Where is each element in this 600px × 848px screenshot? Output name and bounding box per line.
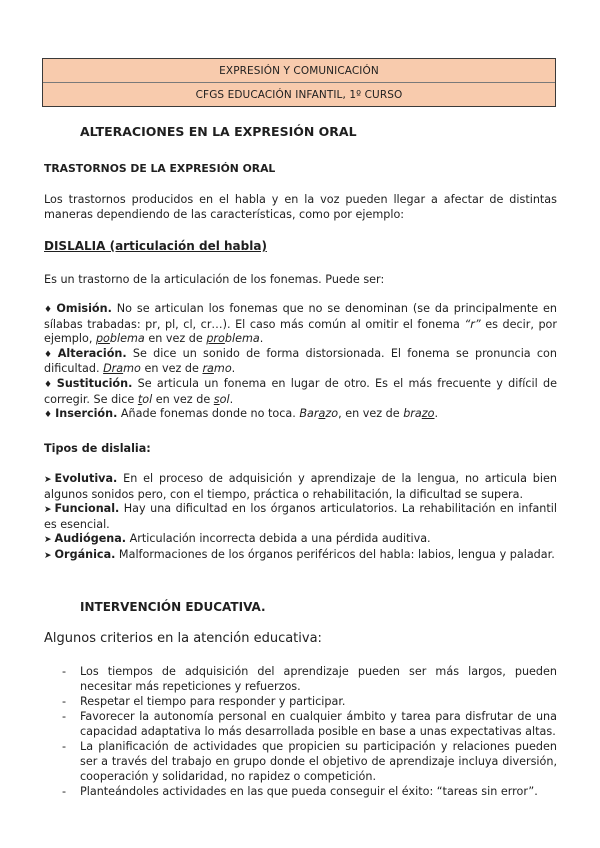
- header-course: CFGS EDUCACIÓN INFANTIL, 1º CURSO: [195, 89, 403, 101]
- arrow-bullet-icon: ➤: [44, 505, 52, 516]
- tipo-label: Audiógena.: [54, 532, 127, 546]
- type-text: Se articula un fonema en lugar de otro. Es el más frecuente y difícil de corregir. Se dice: [44, 376, 557, 406]
- dash-bullet-icon: -: [62, 665, 67, 678]
- example-word: poblema: [95, 332, 145, 346]
- diamond-bullet-icon: ♦: [44, 305, 54, 315]
- list-item: [44, 548, 557, 564]
- list-item: ♦ Omisión. No se articulan los fonemas que no se denominan (se da principalmente en sílabas trabadas: pr, pl, cl, cr…). El caso más común al omitir el fonema “r” es decir, por ejemplo, poblema en vez de problema.: [44, 302, 557, 346]
- tipo-text: Hay una dificultad en los órganos articulatorios. La rehabilitación en infantil es esencial.: [44, 502, 557, 531]
- type-text: en vez de: [140, 362, 203, 376]
- example-word: brazo: [403, 407, 435, 421]
- criterio-text: Respetar el tiempo para responder y participar.: [80, 695, 346, 708]
- arrow-bullet-icon: ➤: [44, 535, 52, 546]
- type-text: Se dice un sonido de forma distorsionada. El fonema se pronuncia con dificultad.: [44, 346, 557, 376]
- dislalia-heading: DISLALIA (articulación del habla): [44, 239, 267, 253]
- type-text: , en vez de: [338, 407, 404, 421]
- intervencion-heading: INTERVENCIÓN EDUCATIVA.: [80, 600, 266, 614]
- list-item: [44, 532, 557, 548]
- example-word: problema: [206, 332, 260, 346]
- dislalia-types-list: [44, 302, 557, 423]
- criterio-text: Los tiempos de adquisición del aprendizaje pueden ser más largos, pueden necesitar más repeticiones y refuerzos.: [80, 665, 557, 693]
- list-item: [62, 694, 557, 709]
- type-text: en vez de: [152, 392, 214, 406]
- dash-bullet-icon: -: [62, 740, 67, 753]
- dash-bullet-icon: -: [62, 785, 67, 798]
- list-item: [44, 502, 557, 532]
- type-text: es decir, por ejemplo,: [44, 317, 557, 346]
- dash-bullet-icon: -: [62, 695, 67, 708]
- tipo-text: Malformaciones de los órganos periféricos del habla: labios, lengua y paladar.: [115, 547, 555, 561]
- list-item: [62, 709, 557, 739]
- section-subtitle: TRASTORNOS DE LA EXPRESIÓN ORAL: [44, 162, 276, 175]
- intro-paragraph: Los trastornos producidos en el habla y en la voz pueden llegar a afectar de distintas maneras dependiendo de las características, como por ejemplo:: [44, 193, 557, 221]
- type-label: Sustitución.: [56, 376, 133, 390]
- type-label: Inserción.: [55, 407, 118, 421]
- list-item: ♦ Inserción. Añade fonemas donde no toca. Barazo, en vez de brazo.: [44, 407, 439, 421]
- header-subject: EXPRESIÓN Y COMUNICACIÓN: [43, 59, 555, 83]
- quote-r: “r”: [464, 317, 481, 331]
- arrow-bullet-icon: ➤: [44, 475, 52, 485]
- example-word: ramo: [202, 362, 232, 376]
- criterios-subheading: Algunos criterios en la atención educativa:: [44, 631, 322, 646]
- example-word: Barazo: [299, 407, 339, 421]
- criterio-text: Favorecer la autonomía personal en cualquier ámbito y tarea para disfrutar de una capacidad adaptativa lo más desarrollada posible en base a unas expectativas altas.: [80, 710, 557, 738]
- tipos-heading: Tipos de dislalia:: [44, 442, 151, 455]
- criterio-text: Planteándoles actividades en las que pueda conseguir el éxito: “tareas sin error”.: [80, 785, 538, 798]
- type-text: en vez de: [144, 332, 207, 346]
- page-title: ALTERACIONES EN LA EXPRESIÓN ORAL: [80, 124, 357, 139]
- type-label: Alteración.: [57, 346, 127, 360]
- diamond-bullet-icon: ♦: [44, 410, 53, 421]
- type-text: No se articulan los fonemas que no se denominan (se da principalmente en sílabas trabadas: pr, pl, cl, cr…). El caso más común al omitir el fonema: [44, 302, 557, 331]
- dash-bullet-icon: -: [62, 710, 67, 723]
- tipo-label: Evolutiva.: [54, 472, 118, 485]
- diamond-bullet-icon: ♦: [44, 349, 55, 360]
- dislalia-definition: Es un trastorno de la articulación de los fonemas. Puede ser:: [44, 273, 385, 286]
- list-item: [62, 664, 557, 694]
- criterio-text: La planificación de actividades que propicien su participación y relaciones pueden ser a través del trabajo en grupo donde el objetivo de aprendizaje incluya diversión, cooperación y solidaridad, no rapidez o competición.: [80, 740, 557, 783]
- type-text: Añade fonemas donde no toca.: [117, 407, 300, 421]
- criterios-list: [62, 664, 557, 799]
- list-item: [62, 739, 557, 784]
- tipo-label: Funcional.: [54, 502, 120, 516]
- example-word: sol: [213, 392, 230, 406]
- example-word: Dramo: [103, 362, 141, 376]
- list-item: ♦ Sustitución. Se articula un fonema en lugar de otro. Es el más frecuente y difícil de corregir. Se dice tol en vez de sol.: [44, 376, 557, 406]
- tipos-list: [44, 472, 557, 564]
- arrow-bullet-icon: ➤: [44, 550, 52, 561]
- tipo-label: Orgánica.: [54, 547, 116, 561]
- header-box: [42, 58, 556, 107]
- list-item: [44, 472, 557, 502]
- tipo-text: Articulación incorrecta debida a una pérdida auditiva.: [126, 532, 431, 546]
- diamond-bullet-icon: ♦: [44, 379, 54, 390]
- list-item: [62, 784, 557, 799]
- type-label: Omisión.: [56, 302, 112, 315]
- list-item: ♦ Alteración. Se dice un sonido de forma distorsionada. El fonema se pronuncia con dificultad. Dramo en vez de ramo.: [44, 346, 557, 376]
- example-word: tol: [137, 392, 153, 406]
- tipo-text: En el proceso de adquisición y aprendizaje de la lengua, no articula bien algunos sonidos pero, con el tiempo, práctica o rehabilitación, la dificultad se supera.: [44, 472, 557, 501]
